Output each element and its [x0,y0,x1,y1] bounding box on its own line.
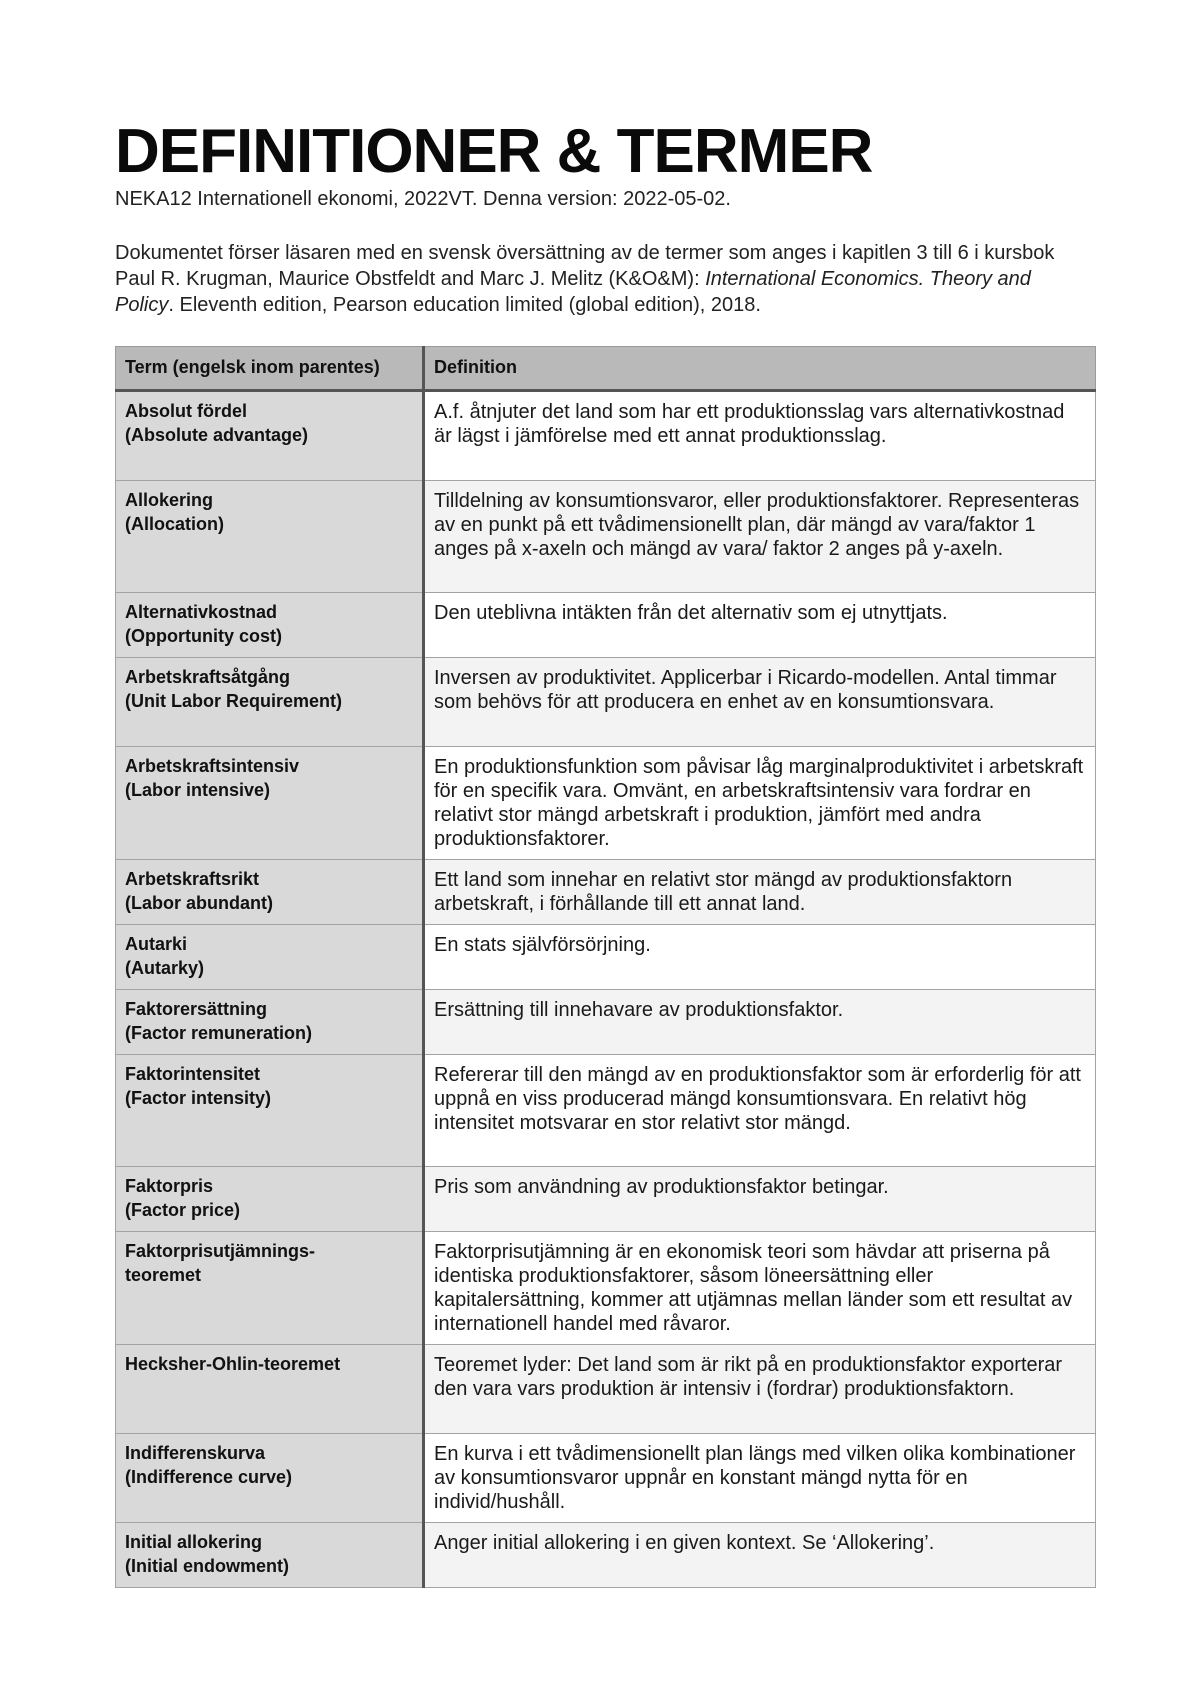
table-row [116,860,1096,925]
term-english: (Factor remuneration) [125,1023,313,1044]
definition-cell: En stats självförsörjning. [424,925,1096,990]
term-english: (Initial endowment) [125,1556,289,1577]
definition-cell: Tilldelning av konsumtionsvaror, eller produktionsfaktorer. Representeras av en punkt på ett tvådimensionellt plan, där mängd av vara/faktor 1 anges på x-axeln och mängd av vara/ faktor 2 anges på y-axeln. [424,481,1096,593]
term-name: Arbetskraftsåtgång [125,667,291,688]
definition-cell: Anger initial allokering i en given kontext. Se ‘Allokering’. [424,1523,1096,1588]
term-cell [116,391,424,481]
definition-cell: En kurva i ett tvådimensionellt plan längs med vilken olika kombinationer av konsumtionsvaror uppnår en konstant mängd nytta för en individ/hushåll. [424,1434,1096,1523]
term-name: Hecksher-Ohlin-teoremet [125,1354,341,1375]
table-row [116,1345,1096,1434]
term-cell [116,481,424,593]
definition-cell: Ersättning till innehavare av produktionsfaktor. [424,990,1096,1055]
intro-text-end: . Eleventh edition, Pearson education limited (global edition), 2018. [168,294,761,317]
term-cell [116,1523,424,1588]
document-title: DEFINITIONER & TERMER [115,117,873,186]
term-english: (Opportunity cost) [125,626,282,647]
definition-cell: Teoremet lyder: Det land som är rikt på en produktionsfaktor exporterar den vara vars produktion är intensiv i (fordrar) produktionsfaktorn. [424,1345,1096,1434]
table-row [116,481,1096,593]
term-name: Autarki [125,934,188,955]
term-name: Absolut fördel [125,401,247,422]
table-header-row [116,347,1096,391]
term-cell [116,1434,424,1523]
header-definition: Definition [424,347,1096,391]
table-row [116,658,1096,747]
definition-cell: Den uteblivna intäkten från det alternativ som ej utnyttjats. [424,593,1096,658]
term-english: (Factor price) [125,1200,241,1221]
term-english: (Allocation) [125,514,224,535]
document-intro [115,240,1095,318]
term-cell [116,658,424,747]
table-row [116,747,1096,860]
table-row [116,1523,1096,1588]
term-english: (Labor abundant) [125,893,273,914]
table-row [116,1167,1096,1232]
term-cell [116,925,424,990]
term-english: (Absolute advantage) [125,425,309,446]
term-cell [116,1167,424,1232]
document-page [115,117,1095,1588]
term-name: Alternativkostnad [125,602,278,623]
intro-text: Dokumentet förser läsaren med en svensk översättning av de termer som anges i kapitlen 3 till 6 i kursbok Paul R. Krugman, Maurice Obstfeldt and Marc J. Melitz (K&O&M): [115,242,1055,291]
header-term: Term (engelsk inom parentes) [116,347,424,391]
definition-cell: Faktorprisutjämning är en ekonomisk teori som hävdar att priserna på identiska produktionsfaktorer, såsom löneersättning eller kapitalersättning, kommer att utjämnas mellan länder som ett resultat av internationell handel med råvaror. [424,1232,1096,1345]
definition-cell: Ett land som innehar en relativt stor mängd av produktionsfaktorn arbetskraft, i förhållande till ett annat land. [424,860,1096,925]
terms-table [115,346,1096,1588]
table-row [116,925,1096,990]
term-english: (Unit Labor Requirement) [125,691,343,712]
table-row [116,1232,1096,1345]
definition-cell: Pris som användning av produktionsfaktor betingar. [424,1167,1096,1232]
term-name: Arbetskraftsintensiv [125,756,300,777]
term-name: Arbetskraftsrikt [125,869,260,890]
term-cell [116,1345,424,1434]
intro-book-title: International Economics. Theory and Policy [115,268,1031,317]
definition-cell: En produktionsfunktion som påvisar låg marginalproduktivitet i arbetskraft för en specifik vara. Omvänt, en arbetskraftsintensiv vara fordrar en relativt stor mängd arbetskraft i produktion, jämfört med andra produktionsfaktorer. [424,747,1096,860]
definition-cell: A.f. åtnjuter det land som har ett produktionsslag vars alternativkostnad är lägst i jämförelse med ett annat produktionsslag. [424,391,1096,481]
term-english: (Indifference curve) [125,1467,293,1488]
table-row [116,593,1096,658]
definition-cell: Refererar till den mängd av en produktionsfaktor som är erforderlig för att uppnå en viss producerad mängd konsumtionsvara. En relativt hög intensitet motsvarar en stor relativt stor mängd. [424,1055,1096,1167]
table-row [116,1055,1096,1167]
term-cell [116,860,424,925]
term-cell [116,1055,424,1167]
term-english: (Factor intensity) [125,1088,272,1109]
term-name: Faktorersättning [125,999,268,1020]
term-english: (Autarky) [125,958,205,979]
term-name: Initial allokering [125,1532,263,1553]
term-english: teoremet [125,1265,202,1286]
table-row [116,990,1096,1055]
term-cell [116,1232,424,1345]
term-name: Indifferenskurva [125,1443,266,1464]
table-row [116,1434,1096,1523]
term-english: (Labor intensive) [125,780,271,801]
term-cell [116,593,424,658]
term-name: Faktorpris [125,1176,214,1197]
term-cell [116,747,424,860]
term-name: Faktorprisutjämnings- [125,1241,316,1262]
document-subtitle: NEKA12 Internationell ekonomi, 2022VT. Denna version: 2022-05-02. [115,188,731,211]
definition-cell: Inversen av produktivitet. Applicerbar i Ricardo-modellen. Antal timmar som behövs för att producera en enhet av en konsumtionsvara. [424,658,1096,747]
term-cell [116,990,424,1055]
table-row [116,391,1096,481]
term-name: Faktorintensitet [125,1064,261,1085]
term-name: Allokering [125,490,214,511]
